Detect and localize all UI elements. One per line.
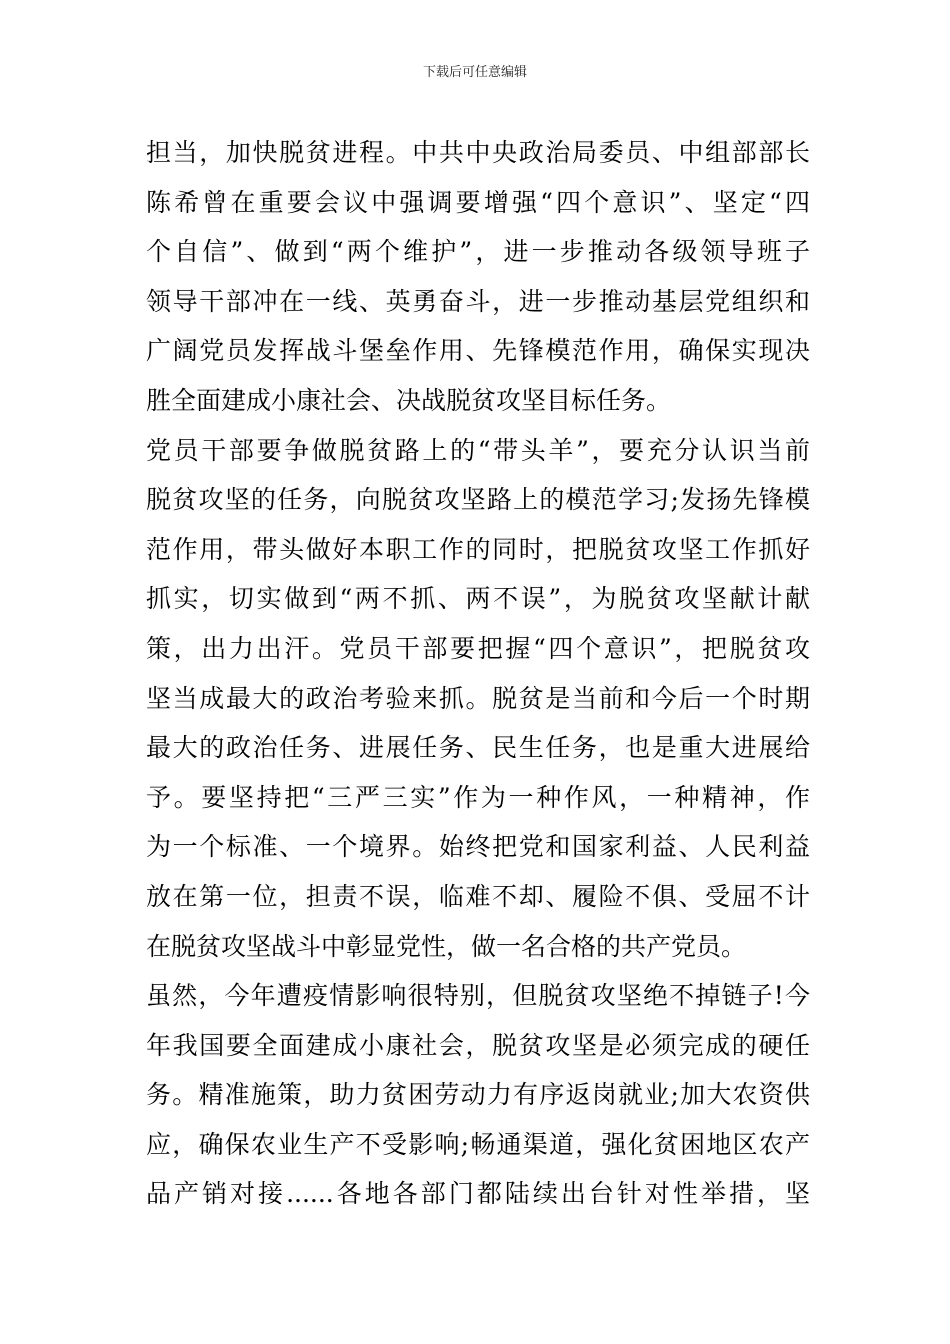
text-line: 务。精准施策，助力贫困劳动力有序返岗就业;加大农资供 [146,1080,810,1110]
text-line: 品产销对接......各地各部门都陆续出台针对性举措，坚 [146,1179,810,1209]
text-line: 在脱贫攻坚战斗中彰显党性，做一名合格的共产党员。 [146,931,747,961]
text-line: 最大的政治任务、进展任务、民生任务，也是重大进展给 [146,733,810,763]
text-line: 应，确保农业生产不受影响;畅通渠道，强化贫困地区农产 [146,1129,810,1159]
paragraph-1 [146,128,810,426]
text-line: 为一个标准、一个境界。始终把党和国家利益、人民利益 [146,832,810,862]
text-line: 胜全面建成小康社会、决战脱贫攻坚目标任务。 [146,385,672,415]
paragraph-3 [146,971,810,1219]
text-line: 抓实，切实做到“两不抓、两不误”，为脱贫攻坚献计献 [146,584,810,614]
paragraph-2 [146,426,810,972]
text-line: 虽然，今年遭疫情影响很特别，但脱贫攻坚绝不掉链子!今 [146,981,810,1011]
text-line: 策，出力出汗。党员干部要把握“四个意识”，把脱贫攻 [146,633,810,663]
text-line: 予。要坚持把“三严三实”作为一种作风，一种精神，作 [146,782,810,812]
text-line: 坚当成最大的政治考验来抓。脱贫是当前和今后一个时期 [146,683,810,713]
text-line: 党员干部要争做脱贫路上的“带头羊”，要充分认识当前 [146,435,810,465]
text-line: 脱贫攻坚的任务，向脱贫攻坚路上的模范学习;发扬先锋模 [146,485,810,515]
page-header: 下载后可任意编辑 [422,65,527,80]
text-line: 陈希曾在重要会议中强调要增强“四个意识”、坚定“四 [146,187,810,217]
text-line: 广阔党员发挥战斗堡垒作用、先锋模范作用，确保实现决 [146,336,810,366]
text-line: 个自信”、做到“两个维护”，进一步推动各级领导班子 [146,237,810,267]
text-line: 担当，加快脱贫进程。中共中央政治局委员、中组部部长 [146,138,810,167]
document-body [146,128,810,1219]
text-line: 范作用，带头做好本职工作的同时，把脱贫攻坚工作抓好 [146,534,810,564]
text-line: 年我国要全面建成小康社会，脱贫攻坚是必须完成的硬任 [146,1030,810,1060]
text-line: 放在第一位，担责不误，临难不却、履险不俱、受屈不计 [146,881,810,911]
text-line: 领导干部冲在一线、英勇奋斗，进一步推动基层党组织和 [146,286,810,316]
